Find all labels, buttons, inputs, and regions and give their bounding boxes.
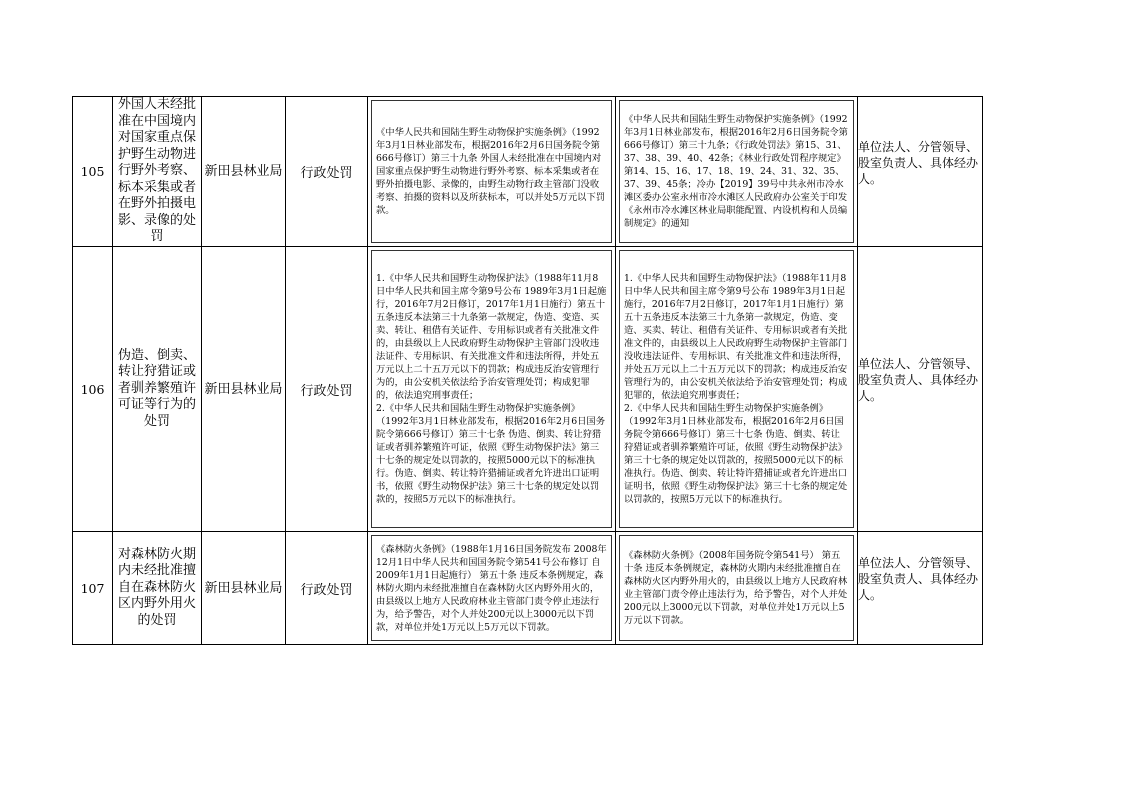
legal-basis-text: 《中华人民共和国陆生野生动物保护实施条例》（1992年3月1日林业部发布，根据2016年2月6日国务院令第666号修订）第三十九条 外国人未经批准在中国境内对国家重点保护野生动物进行野外考察、标本采集或者在野外拍摄电影、录像的，由野生动物行政主管部门没收考察、拍摄的资料以及所获标本，可以并处5万元以下罚款。: [376, 127, 606, 216]
procedure-basis-cell: [616, 247, 858, 532]
legal-basis-text: 《森林防火条例》（1988年1月16日国务院发布 2008年12月1日中华人民共和国国务院令第541号公布修订 自2009年1月1日起施行） 第五十条 违反本条例规定，森林防火期内未经批准擅自在森林防火区内野外用火的，由县级以上地方人民政府林业主管部门责令停止违法行为，给予警告，对个人并处200元以上3000元以下罚款，对单位并处1万元以上5万元以下罚款。: [376, 543, 607, 633]
row-number: 107: [73, 532, 113, 645]
responsible-persons: [858, 97, 983, 247]
table-row: [73, 97, 983, 247]
department: 新田县林业局: [202, 247, 286, 532]
responsible-persons: [858, 247, 983, 532]
responsible-persons-text: 单位法人、分管领导、股室负责人、具体经办人。: [858, 556, 979, 602]
table-row: [73, 247, 983, 532]
item-name: 外国人未经批准在中国境内对国家重点保护野生动物进行野外考察、标本采集或者在野外拍摄电影、录像的处罚: [113, 97, 202, 247]
department: 新田县林业局: [202, 97, 286, 247]
action-type: 行政处罚: [286, 532, 368, 645]
responsible-persons: [858, 532, 983, 645]
procedure-basis-text: 1.《中华人民共和国野生动物保护法》（1988年11月8日中华人民共和国主席令第9号公布 1989年3月1日起施行，2016年7月2日修订，2017年1月1日施行）第五十五条违反本法第三十九条第一款规定，伪造、变造、买卖、转让、租借有关证件、专用标识或者有关批准文件的，由县级以上人民政府野生动物保护主管部门没收违法证件、专用标识、有关批准文件和违法所得，并处五万元以上二十五万元以下的罚款；构成违反治安管理行为的，由公安机关依法给予治安管理处罚；构成犯罪的，依法追究刑事责任； 2.《中华人民共和国陆生野生动物保护实施条例》（1992年3月1日林业部发布，根据2016年2月6日国务院令第666号修订）第三十七条 伪造、倒卖、转让狩猎证或者驯养繁殖许可证，依照《野生动物保护法》第三十七条的规定处以罚款的，按照5000元以下的标准执行。伪造、倒卖、转让特许猎捕证或者允许进出口证明书，依照《野生动物保护法》第三十七条的规定处以罚款的，按照5万元以下的标准执行。: [624, 273, 848, 505]
row-number: 106: [73, 247, 113, 532]
item-name: 伪造、倒卖、转让狩猎证或者驯养繁殖许可证等行为的处罚: [113, 247, 202, 532]
legal-basis-text: 1.《中华人民共和国野生动物保护法》（1988年11月8日中华人民共和国主席令第9号公布 1989年3月1日起施行，2016年7月2日修订，2017年1月1日施行）第五十五条违反本法第三十九条第一款规定，伪造、变造、买卖、转让、租借有关证件、专用标识或者有关批准文件的，由县级以上人民政府野生动物保护主管部门没收违法证件、专用标识、有关批准文件和违法所得，并处五万元以上二十五万元以下的罚款；构成违反治安管理行为的，由公安机关依法给予治安管理处罚；构成犯罪的，依法追究刑事责任； 2.《中华人民共和国陆生野生动物保护实施条例》（1992年3月1日林业部发布，根据2016年2月6日国务院令第666号修订）第三十七条 伪造、倒卖、转让狩猎证或者驯养繁殖许可证，依照《野生动物保护法》第三十七条的规定处以罚款的，按照5000元以下的标准执行。伪造、倒卖、转让特许猎捕证或者允许进出口证明书，依照《野生动物保护法》第三十七条的规定处以罚款的，按照5万元以下的标准执行。: [376, 273, 607, 505]
legal-basis-cell: [368, 532, 616, 645]
procedure-basis-text: 《中华人民共和国陆生野生动物保护实施条例》（1992年3月1日林业部发布，根据2016年2月6日国务院令第666号修订）第三十九条；《行政处罚法》第15、31、37、38、39、40、42条；《林业行政处罚程序规定》第14、15、16、17、18、19、24、31、32、35、37、39、45条；冷办【2019】39号中共永州市冷水滩区委办公室永州市冷水滩区人民政府办公室关于印发《永州市冷水滩区林业局职能配置、内设机构和人员编制规定》的通知: [624, 114, 848, 229]
procedure-basis-text: 《森林防火条例》（2008年国务院令第541号） 第五十条 违反本条例规定，森林防火期内未经批准擅自在森林防火区内野外用火的，由县级以上地方人民政府林业主管部门责令停止违法行为，给予警告，对个人并处200元以上3000元以下罚款，对单位并处1万元以上5万元以下罚款。: [624, 550, 848, 626]
procedure-basis-cell: [616, 532, 858, 645]
procedure-basis-cell: [616, 97, 858, 247]
penalty-table: [72, 96, 983, 645]
department: 新田县林业局: [202, 532, 286, 645]
responsible-persons-text: 单位法人、分管领导、股室负责人、具体经办人。: [858, 357, 979, 403]
item-name: 对森林防火期内未经批准擅自在森林防火区内野外用火的处罚: [113, 532, 202, 645]
legal-basis-cell: [368, 97, 616, 247]
row-number: 105: [73, 97, 113, 247]
action-type: 行政处罚: [286, 97, 368, 247]
action-type: 行政处罚: [286, 247, 368, 532]
legal-basis-cell: [368, 247, 616, 532]
responsible-persons-text: 单位法人、分管领导、股室负责人、具体经办人。: [858, 139, 979, 186]
table-row: [73, 532, 983, 645]
